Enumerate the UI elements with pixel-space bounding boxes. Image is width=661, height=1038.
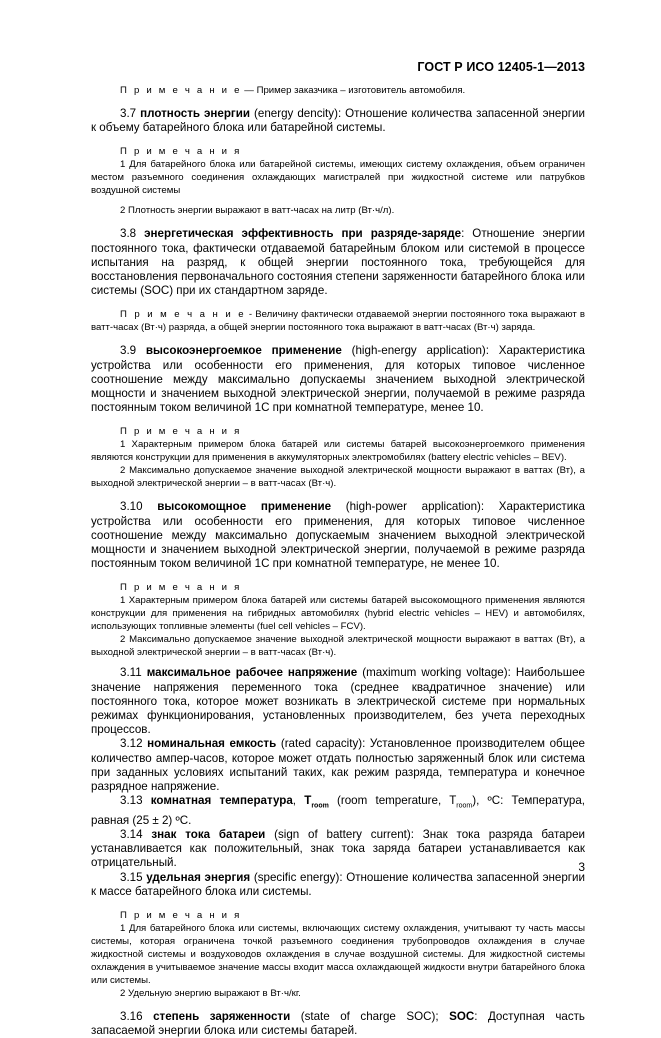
- term-title: высокомощное применение: [157, 500, 332, 514]
- term-number: 3.9: [120, 344, 146, 358]
- term-symbol: T: [304, 794, 312, 808]
- term-definition: : Доступная часть запасаемой энергии блока или системы батарей.: [91, 1010, 585, 1038]
- notes-label: П р и м е ч а н и я: [120, 582, 242, 594]
- term-number: 3.15: [120, 870, 147, 884]
- notes-label: П р и м е ч а н и я: [120, 426, 242, 438]
- term-3-7: [91, 107, 585, 135]
- term-title: высокоэнергоемкое применение: [145, 344, 342, 358]
- term-title: удельная энергия: [146, 870, 251, 884]
- term-definition: (high-power application): Характеристика устройства или особенности его применения, для которых типовое численное соотношение между максимально допускаемым значением выходной электрической мощности и значением выходной электрической энергии, получаемой в режиме разряда постоянным током величиной 1С при комнатной температуре, не менее 10.: [91, 500, 585, 571]
- term-definition: : Отношение энергии постоянного тока, фактически отдаваемой батарейным блоком или системой в процессе испытания на разряд, к общей энергии постоянного тока, требующейся для восстановления первоначального состояния степени заряженности батарейного блока или системы (SOC) при их стандартном заряде.: [91, 227, 585, 298]
- term-definition: (sign of battery current): Знак тока разряда батареи устанавливается как положительный, знак тока заряда батареи устанавливается как отрицательный.: [91, 828, 585, 870]
- term-title: максимальное рабочее напряжение: [146, 666, 358, 680]
- term-3-10: [91, 500, 585, 571]
- term-number: 3.11: [120, 666, 147, 680]
- term-separator: ,: [292, 794, 305, 808]
- term-title: знак тока батареи: [151, 828, 266, 841]
- term-title: энергетическая эффективность при разряде-заряде: [144, 227, 462, 241]
- term-number: 3.8: [120, 227, 145, 241]
- note-2: 2 Максимально допускаемое значение выходной электрической мощности выражают в ваттах (Вт), а выходной электрической энергии – в ватт-часах (Вт·ч).: [91, 634, 585, 659]
- term-3-9: [91, 344, 585, 415]
- note-2: 2 Плотность энергии выражают в ватт-часах на литр (Вт·ч/л).: [120, 205, 395, 217]
- note-1: 1 Для батарейного блока или системы, включающих систему охлаждения, учитывают ту часть массы системы, которая ограничена точкой разъемного соединения трубопроводов охлаждения в случае жидкостной системы и воздуховодов охлаждения в случае воздушной системы. Для жидкостной системы охлаждения в учитываемое значение массы входит масса охлаждающей жидкости внутри батарейного блока или системы.: [91, 923, 585, 987]
- term-definition: (energy dencity): Отношение количества запасенной энергии к объему батарейного блока или батарейной системы.: [91, 107, 585, 135]
- note-1: 1 Характерным примером блока батарей или системы батарей высокомощного применения являются конструкции для применения на гибридных автомобилях (hybrid electric vehicles – HEV) и автомобилях, использующих топливные элементы (fuel cell vehicles – FCV).: [91, 595, 585, 633]
- note-text: — Пример заказчика – изготовитель автомобиля.: [241, 85, 466, 96]
- term-definition: (specific energy): Отношение количества запасенной энергии к массе батарейного блока или системы.: [91, 870, 585, 898]
- page-number: 3: [578, 860, 585, 874]
- term-title: степень заряженности: [153, 1010, 291, 1024]
- notes-label: П р и м е ч а н и я: [120, 146, 242, 158]
- note-label: П р и м е ч а н и е: [120, 85, 242, 96]
- note-1: 1 Для батарейного блока или батарейной системы, имеющих систему охлаждения, объем ограничен местом разъемного соединения охлаждающих магистралей при жидкостной системе или патрубков воздушной системы: [91, 159, 585, 197]
- term-number: 3.13: [120, 794, 151, 808]
- term-definition: (room temperature, T: [328, 794, 457, 808]
- term-symbol-subscript: room: [456, 802, 473, 810]
- term-number: 3.7: [120, 107, 141, 120]
- term-number: 3.10: [120, 500, 158, 514]
- term-3-16: [91, 1010, 585, 1038]
- term-definition: (maximum working voltage): Наибольшее значение напряжения переменного тока (среднее квадратичное значение) или постоянного тока, которое может возникать в электрической системе при нормальных режимах функционирования, установленных производителем, без учета переходных процессов.: [91, 666, 585, 737]
- term-definition: (state of charge SOC);: [290, 1010, 450, 1024]
- note-label: П р и м е ч а н и е: [120, 309, 246, 321]
- term-definition: (rated capacity): Установленное производителем общее количество ампер-часов, которое может отдать полностью заряженный блок или система при заданных условиях испытаний таких, как режим разряда, температура и конечное разрядное напряжение.: [91, 737, 585, 794]
- term-3-14: [91, 828, 585, 871]
- term-abbreviation: SOC: [449, 1010, 475, 1024]
- note-customer: [91, 84, 585, 97]
- note-text: - Величину фактически отдаваемой энергии постоянного тока выражают в ватт-часах (Вт·ч) разряда, а общей энергии постоянного тока выражают в ватт-часах (Вт·ч) заряда.: [91, 309, 585, 334]
- term-definition: (high-energy application): Характеристика устройства или особенности его применения, для которых типовое численное соотношение между максимально допускаемы значением выходной электрической мощности и значением выходной электрической энергии, получаемой в режиме разряда постоянным током величиной 1С при комнатной температуре, менее 10.: [91, 344, 585, 415]
- document-body: [91, 84, 585, 1038]
- notes-label: П р и м е ч а н и я: [120, 910, 242, 922]
- term-number: 3.14: [120, 828, 152, 841]
- note-2: 2 Удельную энергию выражают в Вт·ч/кг.: [120, 988, 301, 1000]
- standard-header: ГОСТ Р ИСО 12405-1—2013: [417, 60, 585, 74]
- term-3-8: [91, 227, 585, 298]
- term-title: комнатная температура: [150, 794, 293, 808]
- note-energy-efficiency: [91, 308, 585, 334]
- term-number: 3.16: [120, 1010, 154, 1024]
- term-title: плотность энергии: [140, 107, 251, 120]
- term-definition: ), ºС: Температура, равная (25 ± 2) ºС.: [91, 794, 585, 827]
- term-symbol-subscript: room: [311, 802, 329, 810]
- term-number: 3.12: [120, 737, 148, 751]
- term-3-15: [91, 871, 585, 899]
- term-3-12: [91, 737, 585, 794]
- note-1: 1 Характерным примером блока батарей или системы батарей высокоэнергоемкого применения являются конструкции для применения в аккумуляторных электромобилях (battery electric vehicles – BEV).: [91, 439, 585, 464]
- term-3-13: [91, 794, 585, 828]
- term-3-11: [91, 666, 585, 737]
- term-title: номинальная емкость: [147, 737, 277, 751]
- note-2: 2 Максимально допускаемое значение выходной электрической мощности выражают в ваттах (Вт), а выходной электрической энергии – в ватт-часах (Вт·ч).: [91, 465, 585, 490]
